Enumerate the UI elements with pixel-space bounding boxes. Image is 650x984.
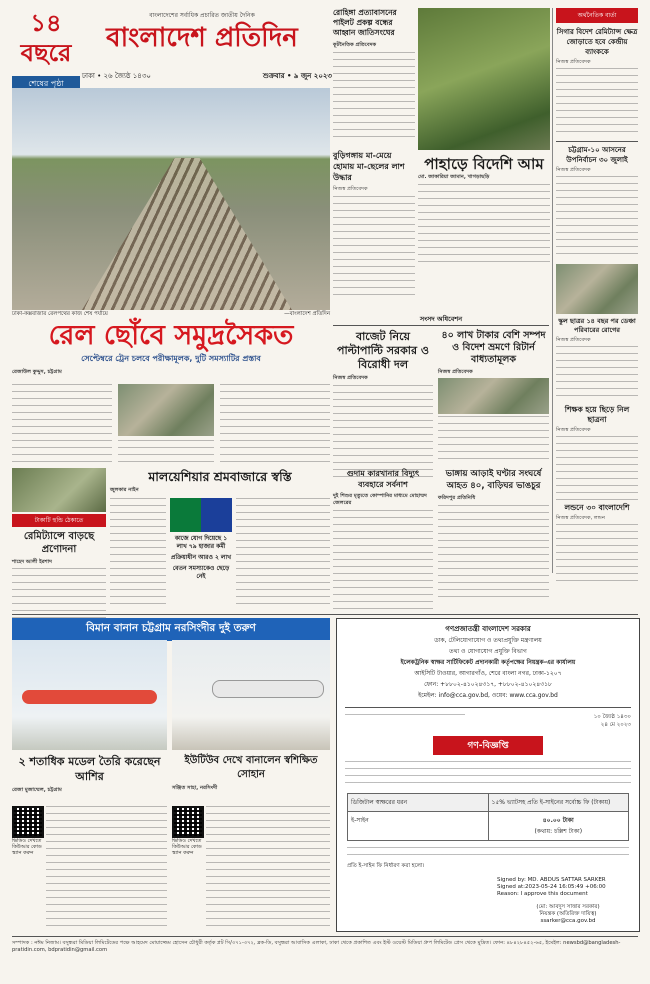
right-story5-headline[interactable]: লন্ডনে ৩০ বাংলাদেশি — [564, 503, 630, 512]
right-story4-headline[interactable]: শিক্ষক হয়ে ছিড়ে নিল ছাত্রনা — [564, 405, 630, 424]
right-story5-body — [556, 524, 638, 584]
notice-body — [345, 761, 631, 787]
lead-headline[interactable]: রেল ছোঁবে সমুদ্রসৈকত — [48, 320, 294, 351]
clash-body — [438, 505, 549, 597]
right-story2-dateline: নিজস্ব প্রতিবেদক — [556, 167, 591, 173]
plane-story2-body — [206, 806, 330, 926]
lead-dateline: রেজাউল কুদ্দুস, চট্টগ্রাম — [12, 369, 62, 375]
mango-story — [418, 150, 550, 264]
fee-row-note: (কথায়: চল্লিশ টাকা) — [534, 828, 583, 835]
remittance-headline[interactable]: রেমিট্যান্সে বাড়ছে প্রণোদনা — [23, 531, 95, 555]
imprint-footer: সম্পাদক : নঈম নিজাম। বসুন্ধরা মিডিয়া লিমিটেডের পক্ষে আহমেদ মোয়াজ্জেম হোসেন চৌধুরী কর্তৃক প্লট সি/৩৭১-৩৭২, ব্লক-ডি, বসুন্ধরা আবাসিক এলাকা, ঢাকা থেকে প্রকাশিত এবং ইস্ট ওয়েস্ট মিডিয়া গ্রুপ লিমিটেড প্রেস থেকে মুদ্রিত। ফোন: ৪৮৪২৮৪৫২-৬৫, ইমেইল: newsbd@bangladesh-pratidin.com, bdpratidin@gmail.com — [12, 940, 621, 953]
mango-photo — [418, 8, 550, 150]
qr-label-2: ভিডিও দেখতে কিউআর কোড স্ক্যান করুন — [172, 838, 202, 856]
flags-graphic — [170, 498, 232, 532]
right-story1-dateline: নিজস্ব প্রতিবেদক — [556, 59, 591, 65]
garments-body — [333, 510, 433, 610]
masthead-date: ঢাকা • ২৬ জ্যৈষ্ঠ ১৪৩০ — [82, 72, 151, 80]
school-photo — [556, 264, 638, 314]
lead-subhead: সেপ্টেম্বরে ট্রেন চলবে পরীক্ষামূলক, দুটি সমস্যাটির প্রস্তাব — [81, 354, 261, 363]
plane-photo-2 — [172, 640, 330, 750]
right-story2-headline[interactable]: চট্টগ্রাম-১০ আসনের উপনির্বাচন ৩০ জুলাই — [566, 146, 628, 164]
rail-track-graphic — [82, 158, 292, 310]
qr-code-1[interactable] — [12, 806, 44, 838]
rail-caption: ঢাকা-কক্সবাজার রেলপথের কাজ শেষ পর্যায়ে — [12, 311, 108, 317]
ad-memo-date: ১০ জ্যৈষ্ঠ ১৪৩০ — [593, 714, 631, 720]
right-story5-dateline: নিজস্ব প্রতিবেদক, লন্ডন — [556, 515, 606, 521]
drowning-headline[interactable]: বুড়িগঙ্গায় মা-মেয়ে হোমায় মা-ছেলের লাশ উদ্ধার — [333, 151, 405, 182]
plane-story1 — [12, 754, 167, 856]
asset-dateline: নিজস্ব প্রতিবেদক — [438, 369, 473, 375]
fee-table — [347, 793, 629, 841]
ad-division: তথ্য ও যোগাযোগ প্রযুক্তি বিভাগ — [449, 648, 527, 655]
ad-address: আইসিটি টাওয়ার, আগারগাঁও, শেরে বাংলা নগর, ঢাকা-১২০৭ — [414, 670, 562, 677]
remittance-story — [12, 514, 106, 618]
malaysia-stats — [170, 498, 232, 581]
right-column-label: অর্থনৈতিক বার্তা — [556, 8, 638, 23]
qr-label-1: ভিডিও দেখতে কিউআর কোড স্ক্যান করুন — [12, 838, 42, 856]
ad-email[interactable]: ইমেইল: info@cca.gov.bd, ওয়েব: www.cca.gov.bd — [418, 692, 558, 699]
remittance-dateline: শাহেদ আলী ইরশাদ — [12, 559, 52, 565]
garments-story — [333, 468, 433, 610]
signatory-block — [507, 904, 629, 925]
remittance-body — [12, 568, 106, 618]
plane-story1-headline[interactable]: ২ শতাধিক মডেল তৈরি করেছেন আশির — [18, 755, 161, 783]
lead-body-col1 — [12, 384, 112, 464]
malaysia-stat-salary: বেতন সমস্যাকেও ছেড়ে নেই — [172, 565, 230, 580]
rohingya-body — [333, 52, 415, 142]
anniversary-logo — [12, 8, 80, 88]
ad-office: ইলেকট্রনিক স্বাক্ষর সার্টিফিকেট প্রদানকারী কর্তৃপক্ষের নিয়ন্ত্রক-এর কার্যালয় — [400, 659, 576, 666]
plane-story2-headline[interactable]: ইউটিউব দেখে বানালেন স্বশিক্ষিত সোহান — [184, 755, 318, 780]
right-column-divider — [552, 8, 553, 573]
model-plane-2 — [212, 680, 324, 698]
drowning-body — [333, 196, 415, 300]
drowning-dateline: নিজস্ব প্রতিবেদক — [333, 186, 368, 192]
fee-table-col2: ১৫% ভ্যাটসহ প্রতি ই-সাইনের সর্বোচ্চ ফি (টাকায়) — [491, 799, 611, 806]
budget-dateline: নিজস্ব প্রতিবেদক — [333, 375, 368, 381]
digital-signature — [497, 877, 629, 898]
rohingya-story — [333, 8, 415, 142]
lead-map-graphic — [118, 384, 214, 436]
malaysia-stat-workers: কাজে যোগ দিয়েছে ১ লাখ ৭৯ হাজার কর্মী — [174, 535, 228, 550]
notice-title: গণ-বিজ্ঞপ্তি — [433, 736, 543, 755]
masthead-dateline — [82, 70, 332, 82]
clash-dateline: ফরিদপুর প্রতিনিধি — [438, 495, 476, 501]
qr-code-2[interactable] — [172, 806, 204, 838]
right-story3-body — [556, 346, 638, 402]
lead-story — [12, 318, 330, 376]
signatory-email[interactable]: ssarker@cca.gov.bd — [540, 918, 596, 924]
signed-by: Signed by: MD. ABDUS SATTAR SARKER — [497, 877, 606, 883]
malaysia-headline[interactable]: মালয়েশিয়ার শ্রমবাজারে স্বস্তি — [148, 469, 292, 484]
malaysia-stat-pending: প্রক্রিয়াধীন আরও ২ লাখ — [170, 554, 232, 561]
notice-footnote-lines — [347, 847, 629, 861]
footer-rule — [12, 936, 638, 937]
lead-body-col3 — [220, 384, 330, 464]
anniversary-text: ১৪ বছরে — [20, 8, 72, 67]
notice-footnote: প্রতি ই-সাইন ফি নির্ধারণ করা হলো। — [347, 863, 425, 869]
budget-headline[interactable]: বাজেট নিয়ে পাল্টাপাল্টি সরকার ও বিরোধী দল — [337, 330, 429, 371]
ad-gov: গণপ্রজাতন্ত্রী বাংলাদেশ সরকার — [445, 625, 531, 633]
plane-photo-1 — [12, 640, 167, 750]
plane-section — [12, 618, 330, 641]
ad-phone: ফোন: +৮৮০২-৪১০২৪৩১৭, +৮৮০২-৪১০২৪৩১৮ — [424, 681, 552, 688]
parliament-label-bar — [333, 314, 549, 326]
right-story1-body — [556, 68, 638, 138]
government-notice — [336, 618, 640, 932]
right-story3-headline[interactable]: স্কুল ছাত্রর ১৪ বছর পর ডেঞ্চা পরিবারের রোগের — [558, 317, 636, 334]
plane-story2-dateline: সঞ্জিত সাহা, নরসিংদী — [172, 785, 218, 791]
garments-headline[interactable]: গুদাম কারখানার বিদ্যুৎ ব্যবহারে সর্বনাশ — [346, 469, 420, 489]
plane-story2 — [172, 754, 330, 856]
fee-row-type: ই-সাইন — [348, 812, 489, 840]
signature-reason: Reason: I approve this document — [497, 891, 588, 897]
signed-at: Signed at:2023-05-24 16:05:49 +06:00 — [497, 884, 606, 890]
lead-body-col2 — [118, 440, 214, 464]
rail-photo-credit: —বাংলাদেশ প্রতিদিন — [284, 311, 330, 317]
edition-label: শেষের পৃষ্ঠা — [12, 76, 80, 93]
masthead-tagline: বাংলাদেশের সর্বাধিক প্রচারিত জাতীয় দৈনিক — [149, 12, 255, 19]
right-story4-dateline: নিজস্ব প্রতিবেদক — [556, 427, 591, 433]
fee-table-col1: ডিজিটাল স্বাক্ষরের ধরন — [348, 794, 489, 811]
malaysia-story — [110, 468, 330, 494]
malaysia-body-col2 — [236, 498, 330, 610]
malaysia-dateline: জুলকার নাইন — [110, 487, 139, 493]
fee-row-amount: ৪০.০০ টাকা — [542, 817, 574, 824]
masthead — [82, 10, 322, 55]
masthead-title: বাংলাদেশ প্রতিদিন — [106, 23, 298, 53]
masthead-day: শুক্রবার • ৯ জুন ২০২৩ — [262, 72, 332, 80]
clash-story — [438, 468, 549, 597]
right-story3-dateline: নিজস্ব প্রতিবেদক — [556, 337, 591, 343]
parliament-label: সংসদ অধিবেশন — [333, 314, 549, 326]
plane-story1-dateline: রেজা মুজাম্মেল, চট্টগ্রাম — [12, 787, 62, 793]
budget-story — [333, 330, 433, 477]
parliament-photo — [438, 378, 549, 414]
drowning-story — [333, 150, 415, 300]
right-story1-headline[interactable]: সিগার বিদেশ রেমিট্যান্স ক্ষেত্র জোড়াতে হবে কেন্দ্রীয় ব্যাংককে — [556, 28, 638, 56]
right-column — [556, 8, 638, 584]
right-story2-body — [556, 176, 638, 260]
clash-headline[interactable]: ভাঙ্গায় আড়াই ঘণ্টার সংঘর্ষে আহত ৪০, বাড়িঘর ভাঙচুর — [445, 469, 542, 491]
plane-story1-body — [46, 806, 167, 926]
right-story4-body — [556, 436, 638, 500]
section-divider — [12, 614, 638, 615]
memo-number — [345, 714, 465, 721]
ad-ministry: ডাক, টেলিযোগাযোগ ও তথ্যপ্রযুক্তি মন্ত্রণালয় — [434, 637, 542, 644]
malaysia-body-col1 — [110, 498, 166, 610]
signatory-name: (মো: আবদুস সাত্তার সরকার) — [536, 904, 600, 910]
asset-story — [438, 330, 549, 464]
asset-headline[interactable]: ৪০ লাখ টাকার বেশি সম্পদ ও বিদেশ ভ্রমণে রিটার্ন বাধ্যতামূলক — [441, 330, 546, 365]
ad-date: ২৪ মে ২০২৩ — [600, 722, 631, 728]
garments-subhead: দুই শিশুর মৃত্যুতে কোম্পানির মাধ্যমে মোহাম্মদ জেলরের — [333, 493, 427, 506]
rohingya-headline[interactable]: রোহিঙ্গা প্রত্যাবাসনের পাইলট প্রকল্প বন্ধের আহ্বান জাতিসংঘের — [333, 8, 397, 37]
remittance-photo — [12, 468, 106, 512]
rohingya-dateline: কূটনৈতিক প্রতিবেদক — [333, 42, 377, 48]
remittance-tag: টাকাটি হুন্ডি ঠেকাতে — [12, 514, 106, 527]
asset-body — [438, 416, 549, 464]
mango-dateline: মো. জাকারিয়া জামান, খাগড়াছড়ি — [418, 174, 490, 180]
signatory-title: নিয়ন্ত্রক (অতিরিক্ত দায়িত্ব) — [539, 911, 597, 917]
rail-photo — [12, 88, 330, 310]
mango-headline[interactable]: পাহাড়ে বিদেশি আম — [424, 155, 544, 173]
model-plane-1 — [22, 690, 157, 704]
mango-body — [418, 184, 550, 264]
plane-banner[interactable]: বিমান বানান চট্টগ্রাম নরসিংদীর দুই তরুণ — [12, 618, 330, 641]
budget-body — [333, 385, 433, 477]
